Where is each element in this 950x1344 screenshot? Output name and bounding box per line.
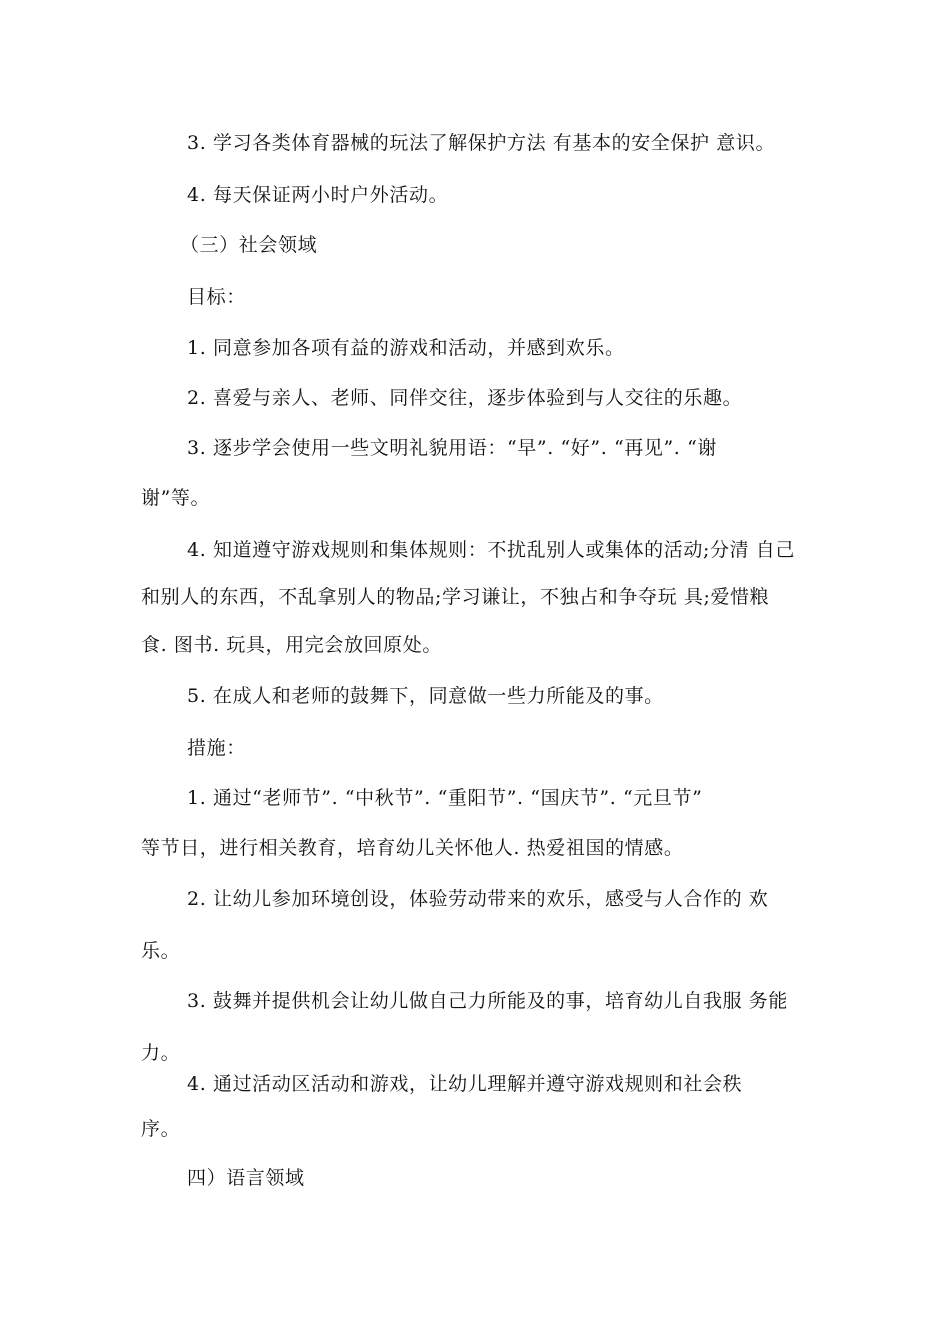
section-heading: 四）语言领域 (187, 1167, 305, 1189)
paragraph-line: 食. 图书. 玩具，用完会放回原处。 (141, 634, 442, 656)
paragraph-line: 1. 通过“老师节”. “中秋节”. “重阳节”. “国庆节”. “元旦节” (187, 787, 703, 809)
paragraph-line: 4. 每天保证两小时户外活动。 (187, 184, 449, 206)
paragraph-line: 和别人的东西，不乱拿别人的物品;学习谦让，不独占和争夺玩 具;爱惜粮 (141, 586, 770, 608)
section-heading: （三）社会领域 (180, 234, 318, 256)
paragraph-line: 2. 让幼儿参加环境创设，体验劳动带来的欢乐，感受与人合作的 欢 (187, 888, 769, 910)
paragraph-line: 4. 通过活动区活动和游戏，让幼儿理解并遵守游戏规则和社会秩 (187, 1073, 743, 1095)
paragraph-line: 5. 在成人和老师的鼓舞下，同意做一些力所能及的事。 (187, 685, 664, 707)
paragraph-line: 2. 喜爱与亲人、老师、同伴交往，逐步体验到与人交往的乐趣。 (187, 387, 743, 409)
paragraph-line: 4. 知道遵守游戏规则和集体规则：不扰乱别人或集体的活动;分清 自己 (187, 539, 796, 561)
paragraph-line: 谢”等。 (141, 487, 211, 509)
subheading-goals: 目标： (187, 286, 246, 308)
paragraph-line: 1. 同意参加各项有益的游戏和活动，并感到欢乐。 (187, 337, 625, 359)
paragraph-line: 3. 学习各类体育器械的玩法了解保护方法 有基本的安全保护 意识。 (187, 132, 776, 154)
subheading-measures: 措施： (187, 737, 246, 759)
paragraph-line: 序。 (141, 1118, 181, 1140)
paragraph-line: 力。 (141, 1042, 181, 1064)
paragraph-line: 等节日，进行相关教育，培育幼儿关怀他人. 热爱祖国的情感。 (141, 837, 684, 859)
paragraph-line: 乐。 (141, 940, 181, 962)
paragraph-line: 3. 鼓舞并提供机会让幼儿做自己力所能及的事，培育幼儿自我服 务能 (187, 990, 789, 1012)
paragraph-line: 3. 逐步学会使用一些文明礼貌用语：“早”. “好”. “再见”. “谢 (187, 437, 717, 459)
